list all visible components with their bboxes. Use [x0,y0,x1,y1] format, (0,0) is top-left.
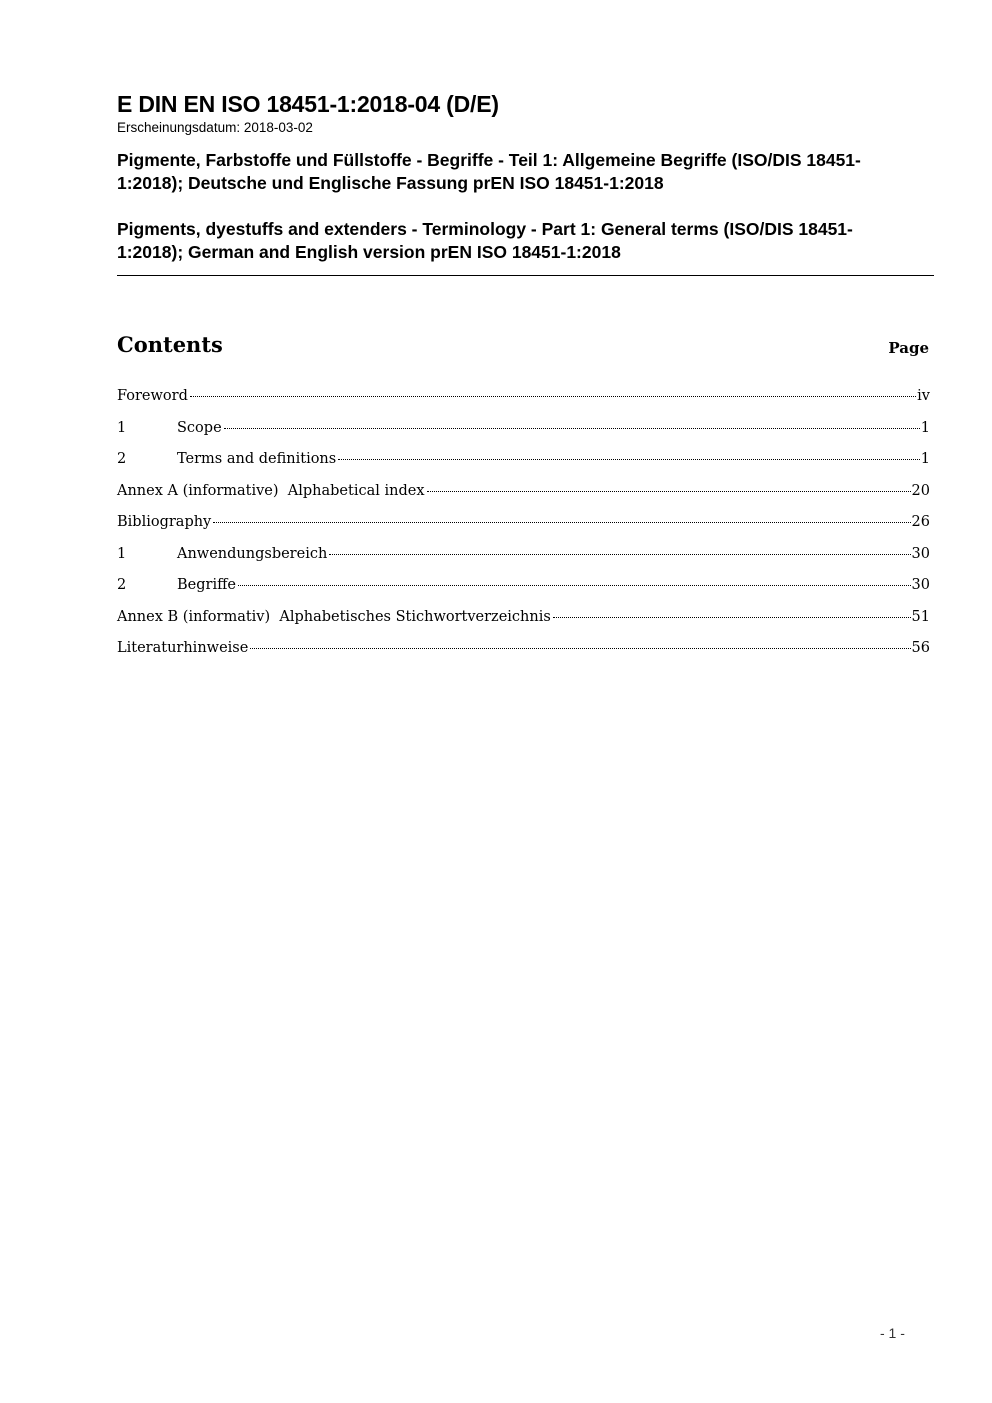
page-column-heading: Page [888,339,929,357]
toc-dot-leader [329,553,910,555]
toc-dot-leader [553,616,911,618]
toc-entry-page: 26 [911,514,930,530]
toc-entry-title: Terms and definitions [177,451,337,467]
title-english: Pigments, dyestuffs and extenders - Terminology - Part 1: General terms (ISO/DIS 18451-1:2018); German and English version prEN ISO 18451-1:2018 [117,219,853,262]
toc-entry-number: 2 [117,451,127,467]
toc-entry-page: 1 [920,451,930,467]
toc-entry-literaturhinweise[interactable] [117,636,930,668]
toc-entry-number: 2 [117,577,127,593]
toc-dot-leader [213,521,910,523]
toc-entry-number: 1 [117,545,127,562]
toc-entry-begriffe[interactable] [117,573,930,605]
toc-entry-scope[interactable] [117,416,930,448]
toc-entry-annex-b[interactable] [117,605,930,637]
toc-dot-leader [338,458,920,460]
header-divider [117,275,934,276]
publication-date: Erscheinungsdatum: 2018-03-02 [117,120,313,135]
contents-heading: Contents [117,332,223,357]
document-id: E DIN EN ISO 18451-1:2018-04 (D/E) [117,91,499,117]
toc-entry-title: Anwendungsbereich [177,545,328,562]
toc-entry-foreword[interactable] [117,384,930,416]
toc-entry-page: 1 [920,419,930,436]
toc-entry-annex-a[interactable] [117,479,930,511]
toc-entry-page: 51 [911,608,930,625]
toc-entry-title: Scope [177,419,222,436]
toc-entry-title: Begriffe [177,577,236,593]
toc-entry-page: 30 [911,545,930,562]
toc-entry-page: 30 [911,577,930,593]
toc-entry-title: Annex A (informative) Alphabetical index [117,482,425,499]
toc-entry-title: Literaturhinweise [117,640,249,656]
toc-entry-page: 56 [911,640,930,656]
toc-entry-anwendungsbereich[interactable] [117,542,930,574]
toc-dot-leader [250,647,910,649]
toc-dot-leader [427,490,911,492]
page-number: - 1 - [880,1325,905,1341]
toc-entry-title: Bibliography [117,514,212,530]
document-header [117,89,934,264]
toc-dot-leader [238,584,911,586]
table-of-contents [117,384,930,668]
toc-entry-page: 20 [911,482,930,499]
toc-dot-leader [190,395,916,397]
toc-entry-page: iv [917,388,930,404]
toc-dot-leader [224,427,920,429]
toc-entry-number: 1 [117,419,127,436]
toc-entry-bibliography[interactable] [117,510,930,542]
toc-entry-title: Annex B (informativ) Alphabetisches Stichwortverzeichnis [117,608,551,625]
toc-entry-terms[interactable] [117,447,930,479]
toc-entry-title: Foreword [117,388,188,404]
title-german: Pigmente, Farbstoffe und Füllstoffe - Begriffe - Teil 1: Allgemeine Begriffe (ISO/DIS 18451-1:2018); Deutsche und Englische Fassung prEN ISO 18451-1:2018 [117,150,861,193]
